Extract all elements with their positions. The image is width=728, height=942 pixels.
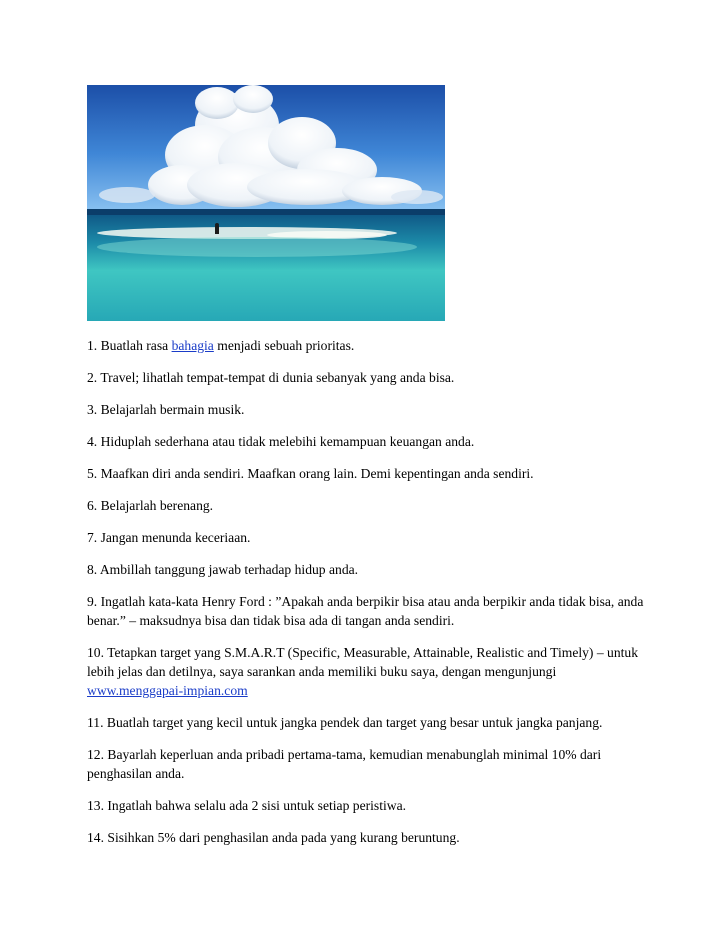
list-item: 4. Hiduplah sederhana atau tidak melebihi kemampuan keuangan anda. <box>87 434 475 449</box>
list-item: 5. Maafkan diri anda sendiri. Maafkan orang lain. Demi kepentingan anda sendiri. <box>87 466 534 481</box>
list-item: 14. Sisihkan 5% dari penghasilan anda pada yang kurang beruntung. <box>87 830 460 845</box>
list-item: 2. Travel; lihatlah tempat-tempat di dunia sebanyak yang anda bisa. <box>87 370 455 385</box>
list-item: 9. Ingatlah kata-kata Henry Ford : ”Apakah anda berpikir bisa atau anda berpikir anda tidak bisa, anda benar.” – maksudnya bisa dan tidak bisa ada di tangan anda sendiri. <box>87 594 644 628</box>
list-item: 3. Belajarlah bermain musik. <box>87 402 245 417</box>
list-item <box>87 336 647 355</box>
beach-cloud-photo <box>87 85 445 321</box>
list-item: 8. Ambillah tanggung jawab terhadap hidup anda. <box>87 562 359 577</box>
list-item: 13. Ingatlah bahwa selalu ada 2 sisi untuk setiap peristiwa. <box>87 798 406 813</box>
list-item: 11. Buatlah target yang kecil untuk jangka pendek dan target yang besar untuk jangka panjang. <box>87 715 603 730</box>
link-bahagia[interactable]: bahagia <box>171 338 214 353</box>
tips-list <box>87 336 647 860</box>
item-text: 10. Tetapkan target yang S.M.A.R.T (Specific, Measurable, Attainable, Realistic and Timely) – untuk lebih jelas dan detilnya, saya sarankan anda memiliki buku saya, dengan mengunjungi <box>87 645 639 679</box>
link-menggapai-impian[interactable]: www.menggapai-impian.com <box>87 683 248 698</box>
list-item: 12. Bayarlah keperluan anda pribadi pertama-tama, kemudian menabunglah minimal 10% dari penghasilan anda. <box>87 747 602 781</box>
item-text: menjadi sebuah prioritas. <box>213 338 355 353</box>
list-item <box>87 643 647 700</box>
list-item: 7. Jangan menunda keceriaan. <box>87 530 251 545</box>
item-text: 1. Buatlah rasa <box>87 338 172 353</box>
list-item: 6. Belajarlah berenang. <box>87 498 214 513</box>
